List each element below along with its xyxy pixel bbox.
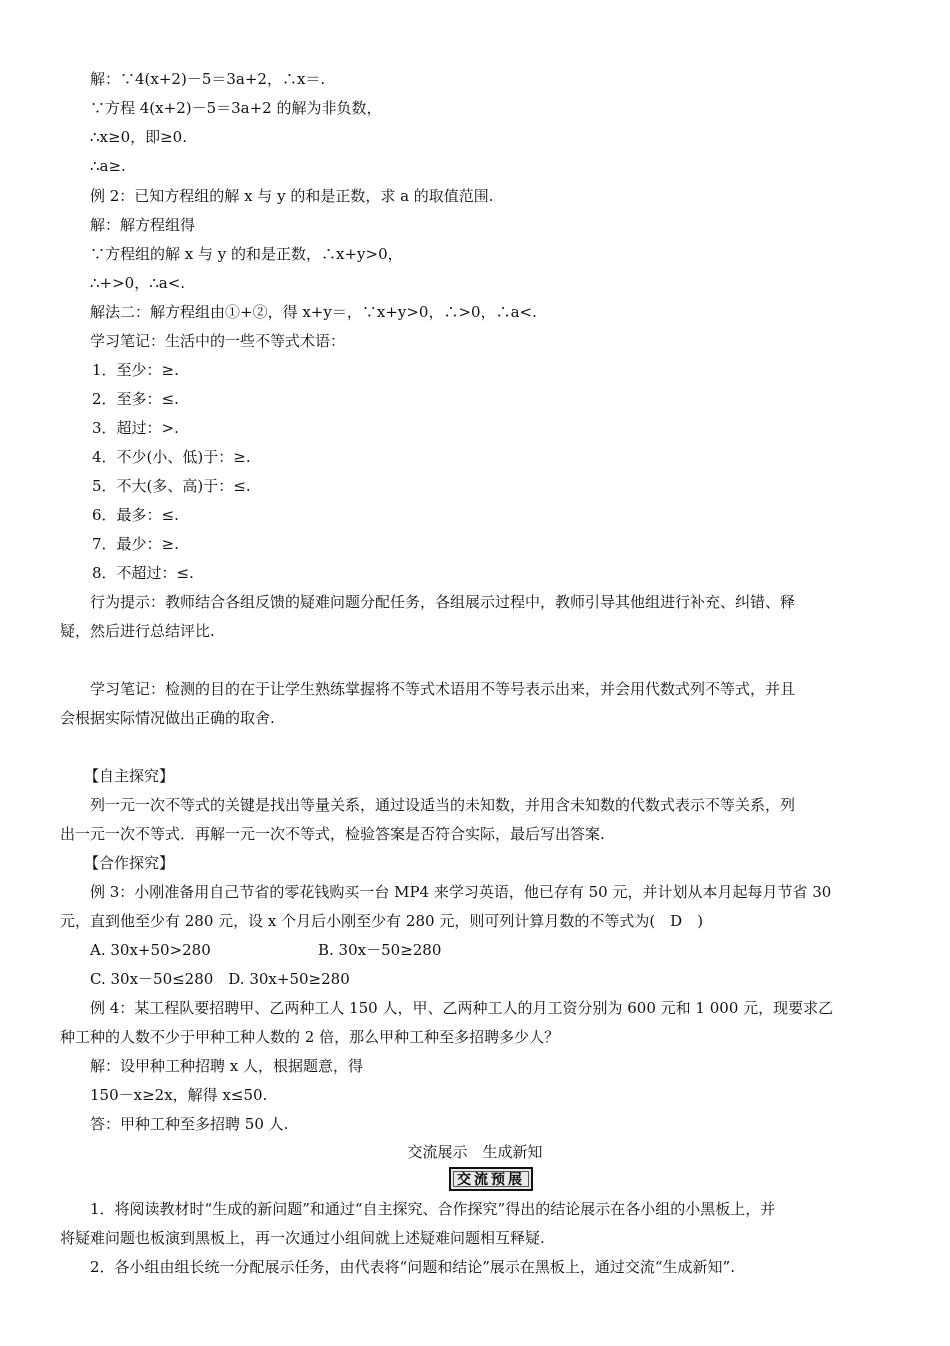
solution-line: 解：∵4(x+2)－5＝3a+2，∴x＝. [90, 70, 326, 88]
solution-line: ∵方程组的解 x 与 y 的和是正数，∴x+y>0， [90, 245, 403, 263]
behavior-tip: 行为提示：教师结合各组反馈的疑难问题分配任务，各组展示过程中，教师引导其他组进行补充、纠错、释 [90, 593, 796, 611]
option-b: B. 30x－50≥280 [318, 941, 442, 959]
stamp-label: 交流预展 [457, 1172, 525, 1188]
solution-line: 解：设甲种工种招聘 x 人，根据题意，得 [90, 1057, 363, 1075]
study-note-cont: 会根据实际情况做出正确的取舍. [60, 709, 275, 727]
paragraph: 列一元一次不等式的关键是找出等量关系，通过设适当的未知数，并用含未知数的代数式表示不等关系，列 [90, 796, 796, 814]
solution-line: ∴+>0，∴a<. [90, 274, 186, 292]
example-3: 例 3：小刚准备用自己节省的零花钱购买一台 MP4 来学习英语，他已存有 50 元，并计划从本月起每月节省 30 [90, 883, 832, 901]
example-4: 例 4：某工程队要招聘甲、乙两种工人 150 人，甲、乙两种工人的月工资分别为 600 元和 1 000 元，现要求乙 [90, 999, 834, 1017]
solution-line: ∴x≥0，即≥0. [90, 128, 187, 146]
study-note: 学习笔记：检测的目的在于让学生熟练掌握将不等式术语用不等号表示出来，并会用代数式列不等式，并且 [90, 680, 796, 698]
list-item: 1．将阅读教材时“生成的新问题”和通过“自主探究、合作探究”得出的结论展示在各小组的小黑板上，并 [90, 1200, 776, 1218]
paragraph-cont: 出一元一次不等式．再解一元一次不等式，检验答案是否符合实际，最后写出答案. [60, 825, 605, 843]
example-2: 例 2：已知方程组的解 x 与 y 的和是正数，求 a 的取值范围. [90, 187, 494, 205]
example-4-cont: 种工种的人数不少于甲种工种人数的 2 倍，那么甲种工种至多招聘多少人？ [60, 1028, 560, 1046]
term-item: 4．不少(小、低)于：≥. [92, 448, 251, 466]
term-item: 8．不超过：≤. [92, 564, 194, 582]
term-item: 6．最多：≤. [92, 506, 179, 524]
solution-line: ∵方程 4(x+2)－5＝3a+2 的解为非负数， [90, 99, 382, 117]
answer-line: 答：甲种工种至多招聘 50 人. [90, 1115, 289, 1133]
list-item: 2．各小组由组长统一分配展示任务，由代表将“问题和结论”展示在黑板上，通过交流“生成新知”. [90, 1258, 735, 1276]
section-stamp [449, 1167, 533, 1191]
term-item: 5．不大(多、高)于：≤. [92, 477, 251, 495]
option-a: A. 30x+50>280 [90, 941, 211, 959]
term-item: 2．至多：≤. [92, 390, 179, 408]
solution-line: 150－x≥2x，解得 x≤50. [90, 1086, 268, 1104]
study-note-heading: 学习笔记：生活中的一些不等式术语： [90, 332, 346, 350]
solution-line: 解：解方程组得 [90, 216, 196, 234]
alternative-solution: 解法二：解方程组由①+②，得 x+y＝，∵x+y>0，∴>0，∴a<. [90, 303, 537, 321]
section-heading-cooperative-study: 【合作探究】 [84, 854, 175, 872]
term-item: 3．超过：>. [92, 419, 179, 437]
section-title: 交流展示 生成新知 [407, 1143, 543, 1161]
example-3-cont: 元，直到他至少有 280 元，设 x 个月后小刚至少有 280 元，则可列计算月数的不等式为( D ) [60, 912, 704, 930]
options-c-d: C. 30x－50≤280 D. 30x+50≥280 [90, 970, 350, 988]
list-item-cont: 将疑难问题也板演到黑板上，再一次通过小组间就上述疑难问题相互释疑. [60, 1229, 545, 1247]
behavior-tip-cont: 疑，然后进行总结评比. [60, 622, 215, 640]
term-item: 7．最少：≥. [92, 535, 179, 553]
term-item: 1．至少：≥. [92, 361, 179, 379]
solution-line: ∴a≥. [90, 157, 126, 175]
section-heading-self-study: 【自主探究】 [84, 767, 175, 785]
